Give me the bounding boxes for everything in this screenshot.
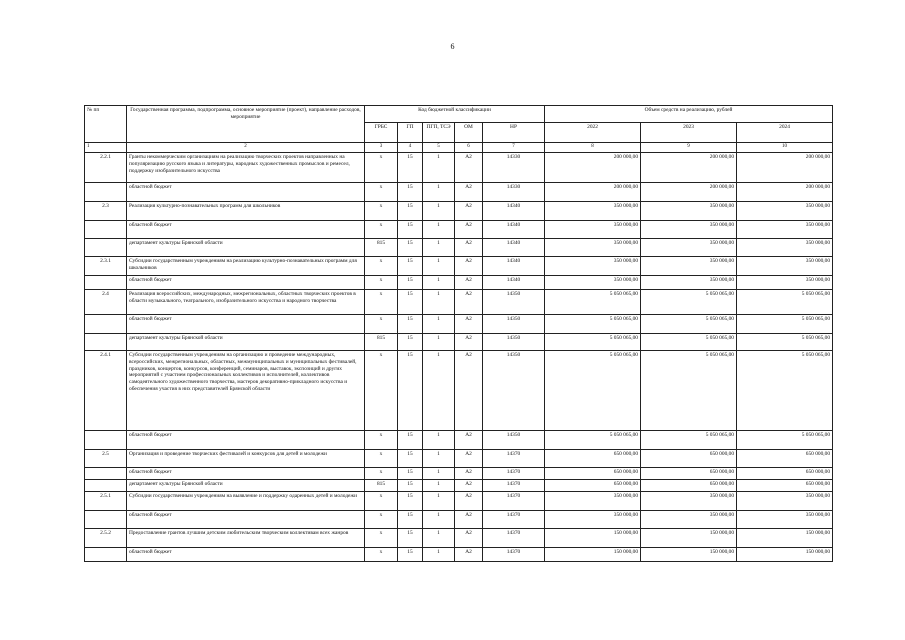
row-nr: 14340 bbox=[483, 257, 545, 276]
table-row bbox=[85, 431, 833, 450]
row-name: областной бюджет bbox=[127, 468, 365, 480]
row-number bbox=[85, 239, 127, 257]
row-amount-2022: 200 000,00 bbox=[545, 183, 641, 202]
col-number: 4 bbox=[398, 143, 423, 153]
row-nr: 14330 bbox=[483, 183, 545, 202]
table-row bbox=[85, 315, 833, 334]
row-amount-2024: 5 050 065,00 bbox=[737, 315, 833, 334]
row-grbs: х bbox=[365, 351, 398, 431]
row-amount-2022: 350 000,00 bbox=[545, 221, 641, 239]
row-gp: 15 bbox=[398, 153, 423, 183]
row-om: А2 bbox=[455, 153, 483, 183]
row-amount-2022: 650 000,00 bbox=[545, 468, 641, 480]
row-gp: 15 bbox=[398, 276, 423, 290]
row-om: А2 bbox=[455, 276, 483, 290]
row-nr: 14350 bbox=[483, 290, 545, 315]
row-name: Реализация культурно-познавательных программ для школьников bbox=[127, 202, 365, 221]
row-amount-2023: 350 000,00 bbox=[641, 239, 737, 257]
row-pgp: 1 bbox=[423, 431, 455, 450]
table-body bbox=[85, 153, 833, 562]
header-2023: 2023 bbox=[641, 123, 737, 143]
row-amount-2024: 650 000,00 bbox=[737, 480, 833, 492]
row-gp: 15 bbox=[398, 239, 423, 257]
row-amount-2023: 350 000,00 bbox=[641, 492, 737, 511]
row-name: департамент культуры Брянской области bbox=[127, 334, 365, 351]
row-om: А2 bbox=[455, 290, 483, 315]
row-amount-2023: 5 050 065,00 bbox=[641, 315, 737, 334]
table-row bbox=[85, 153, 833, 183]
row-amount-2022: 350 000,00 bbox=[545, 257, 641, 276]
row-grbs: 815 bbox=[365, 480, 398, 492]
table-row bbox=[85, 239, 833, 257]
row-amount-2023: 5 050 065,00 bbox=[641, 334, 737, 351]
row-nr: 14340 bbox=[483, 239, 545, 257]
col-number: 5 bbox=[423, 143, 455, 153]
row-om: А2 bbox=[455, 529, 483, 548]
row-amount-2024: 350 000,00 bbox=[737, 276, 833, 290]
row-nr: 14370 bbox=[483, 450, 545, 468]
row-grbs: х bbox=[365, 183, 398, 202]
table-row bbox=[85, 202, 833, 221]
col-number: 10 bbox=[737, 143, 833, 153]
table-row bbox=[85, 468, 833, 480]
row-number: 2.4.1 bbox=[85, 351, 127, 431]
row-amount-2023: 650 000,00 bbox=[641, 480, 737, 492]
row-grbs: 815 bbox=[365, 334, 398, 351]
col-number: 2 bbox=[127, 143, 365, 153]
table-row bbox=[85, 221, 833, 239]
row-gp: 15 bbox=[398, 492, 423, 511]
row-name: областной бюджет bbox=[127, 276, 365, 290]
row-grbs: х bbox=[365, 221, 398, 239]
header-program: Государственная программа, подпрограмма, основное мероприятие (проект), направление расходов, мероприятие bbox=[127, 106, 365, 143]
row-amount-2023: 5 050 065,00 bbox=[641, 431, 737, 450]
col-number: 3 bbox=[365, 143, 398, 153]
row-nr: 14370 bbox=[483, 492, 545, 511]
row-gp: 15 bbox=[398, 480, 423, 492]
row-amount-2023: 350 000,00 bbox=[641, 257, 737, 276]
table-row bbox=[85, 183, 833, 202]
row-amount-2022: 5 050 065,00 bbox=[545, 351, 641, 431]
row-gp: 15 bbox=[398, 529, 423, 548]
row-amount-2022: 200 000,00 bbox=[545, 153, 641, 183]
row-grbs: х bbox=[365, 202, 398, 221]
row-amount-2024: 350 000,00 bbox=[737, 511, 833, 529]
table-row bbox=[85, 548, 833, 562]
row-number: 2.5.2 bbox=[85, 529, 127, 548]
row-om: А2 bbox=[455, 315, 483, 334]
row-gp: 15 bbox=[398, 202, 423, 221]
row-amount-2022: 350 000,00 bbox=[545, 276, 641, 290]
row-pgp: 1 bbox=[423, 221, 455, 239]
row-name: Субсидии государственным учреждениям на организацию и проведение международных, всероссийских, межрегиональных, областных, межмуниципальных и муниципальных фестивалей, праздников, концертов, конкурсов, конференций, семинаров, выставок, экспозиций и других мероприятий с участием профессиональных коллективов и исполнителей, коллективов самодеятельного художественного творчества, мастеров декоративно-прикладного искусства и обеспечения участия в них представителей Брянской области bbox=[127, 351, 365, 431]
row-grbs: х bbox=[365, 153, 398, 183]
header-grbs: ГРБС bbox=[365, 123, 398, 143]
row-nr: 14350 bbox=[483, 431, 545, 450]
row-amount-2022: 5 050 065,00 bbox=[545, 290, 641, 315]
row-pgp: 1 bbox=[423, 239, 455, 257]
row-grbs: х bbox=[365, 450, 398, 468]
column-number-row bbox=[85, 143, 833, 153]
row-amount-2022: 350 000,00 bbox=[545, 492, 641, 511]
row-pgp: 1 bbox=[423, 257, 455, 276]
row-grbs: х bbox=[365, 315, 398, 334]
row-gp: 15 bbox=[398, 431, 423, 450]
row-om: А2 bbox=[455, 257, 483, 276]
row-nr: 14370 bbox=[483, 548, 545, 562]
header-gp: ГП bbox=[398, 123, 423, 143]
row-amount-2022: 350 000,00 bbox=[545, 202, 641, 221]
row-gp: 15 bbox=[398, 548, 423, 562]
row-amount-2023: 5 050 065,00 bbox=[641, 351, 737, 431]
row-grbs: х bbox=[365, 290, 398, 315]
row-amount-2024: 5 050 065,00 bbox=[737, 431, 833, 450]
row-name: областной бюджет bbox=[127, 183, 365, 202]
row-name: областной бюджет bbox=[127, 548, 365, 562]
row-amount-2022: 650 000,00 bbox=[545, 450, 641, 468]
table-row bbox=[85, 511, 833, 529]
row-amount-2024: 5 050 065,00 bbox=[737, 290, 833, 315]
header-nr: НР bbox=[483, 123, 545, 143]
row-amount-2022: 5 050 065,00 bbox=[545, 431, 641, 450]
row-number bbox=[85, 183, 127, 202]
row-grbs: х bbox=[365, 431, 398, 450]
row-amount-2024: 350 000,00 bbox=[737, 221, 833, 239]
row-nr: 14340 bbox=[483, 221, 545, 239]
row-pgp: 1 bbox=[423, 548, 455, 562]
row-number bbox=[85, 431, 127, 450]
row-amount-2024: 350 000,00 bbox=[737, 492, 833, 511]
col-number: 6 bbox=[455, 143, 483, 153]
col-number: 9 bbox=[641, 143, 737, 153]
row-number bbox=[85, 315, 127, 334]
header-om: ОМ bbox=[455, 123, 483, 143]
row-amount-2024: 350 000,00 bbox=[737, 202, 833, 221]
row-grbs: х bbox=[365, 257, 398, 276]
row-amount-2023: 150 000,00 bbox=[641, 529, 737, 548]
row-name: областной бюджет bbox=[127, 221, 365, 239]
page-number: 6 bbox=[450, 42, 455, 51]
row-number: 2.3 bbox=[85, 202, 127, 221]
row-name: областной бюджет bbox=[127, 315, 365, 334]
header-2022: 2022 bbox=[545, 123, 641, 143]
row-amount-2024: 150 000,00 bbox=[737, 529, 833, 548]
row-nr: 14350 bbox=[483, 334, 545, 351]
row-amount-2024: 200 000,00 bbox=[737, 183, 833, 202]
row-om: А2 bbox=[455, 239, 483, 257]
row-amount-2023: 200 000,00 bbox=[641, 153, 737, 183]
row-om: А2 bbox=[455, 431, 483, 450]
row-amount-2024: 5 050 065,00 bbox=[737, 351, 833, 431]
row-pgp: 1 bbox=[423, 153, 455, 183]
row-number bbox=[85, 276, 127, 290]
row-pgp: 1 bbox=[423, 334, 455, 351]
row-grbs: х bbox=[365, 511, 398, 529]
row-name: областной бюджет bbox=[127, 511, 365, 529]
row-name: Предоставление грантов лучшим детским любительским творческим коллективам всех жанров bbox=[127, 529, 365, 548]
row-amount-2023: 350 000,00 bbox=[641, 511, 737, 529]
row-name: департамент культуры Брянской области bbox=[127, 480, 365, 492]
row-amount-2023: 350 000,00 bbox=[641, 221, 737, 239]
row-om: А2 bbox=[455, 450, 483, 468]
row-nr: 14340 bbox=[483, 276, 545, 290]
row-om: А2 bbox=[455, 468, 483, 480]
row-om: А2 bbox=[455, 334, 483, 351]
row-gp: 15 bbox=[398, 468, 423, 480]
row-pgp: 1 bbox=[423, 315, 455, 334]
row-amount-2024: 200 000,00 bbox=[737, 153, 833, 183]
row-pgp: 1 bbox=[423, 183, 455, 202]
row-gp: 15 bbox=[398, 511, 423, 529]
row-nr: 14350 bbox=[483, 315, 545, 334]
row-amount-2022: 150 000,00 bbox=[545, 548, 641, 562]
row-nr: 14340 bbox=[483, 202, 545, 221]
row-amount-2022: 350 000,00 bbox=[545, 239, 641, 257]
row-pgp: 1 bbox=[423, 529, 455, 548]
row-amount-2022: 650 000,00 bbox=[545, 480, 641, 492]
row-om: А2 bbox=[455, 492, 483, 511]
header-volume-group: Объем средств на реализацию, рублей bbox=[545, 106, 833, 123]
row-grbs: х bbox=[365, 492, 398, 511]
row-pgp: 1 bbox=[423, 290, 455, 315]
row-om: А2 bbox=[455, 351, 483, 431]
header-num: № пп bbox=[85, 106, 127, 143]
row-gp: 15 bbox=[398, 334, 423, 351]
row-name: Субсидии государственным учреждениям на реализацию культурно-познавательных программ для школьников bbox=[127, 257, 365, 276]
row-grbs: 815 bbox=[365, 239, 398, 257]
row-pgp: 1 bbox=[423, 480, 455, 492]
table-row bbox=[85, 276, 833, 290]
table-row bbox=[85, 492, 833, 511]
table-row bbox=[85, 480, 833, 492]
header-code-group: Код бюджетной классификации bbox=[365, 106, 545, 123]
row-number bbox=[85, 468, 127, 480]
header-pgp: ПГП, ТСЭ bbox=[423, 123, 455, 143]
row-name: Реализация всероссийских, международных, межрегиональных, областных творческих проектов в области музыкального, театрального, изобразительного искусства и народного творчества bbox=[127, 290, 365, 315]
row-om: А2 bbox=[455, 183, 483, 202]
row-amount-2022: 150 000,00 bbox=[545, 529, 641, 548]
row-pgp: 1 bbox=[423, 492, 455, 511]
table-row bbox=[85, 351, 833, 431]
row-amount-2024: 650 000,00 bbox=[737, 468, 833, 480]
row-number: 2.4 bbox=[85, 290, 127, 315]
row-amount-2023: 350 000,00 bbox=[641, 202, 737, 221]
row-gp: 15 bbox=[398, 257, 423, 276]
budget-table bbox=[84, 105, 833, 562]
row-gp: 15 bbox=[398, 183, 423, 202]
row-number bbox=[85, 511, 127, 529]
row-om: А2 bbox=[455, 202, 483, 221]
row-name: Субсидии государственным учреждениям на выявление и поддержку одаренных детей и молодежи bbox=[127, 492, 365, 511]
row-pgp: 1 bbox=[423, 450, 455, 468]
row-amount-2022: 5 050 065,00 bbox=[545, 315, 641, 334]
row-amount-2023: 200 000,00 bbox=[641, 183, 737, 202]
row-number: 2.3.1 bbox=[85, 257, 127, 276]
row-amount-2024: 5 050 065,00 bbox=[737, 334, 833, 351]
row-amount-2022: 350 000,00 bbox=[545, 511, 641, 529]
row-nr: 14370 bbox=[483, 468, 545, 480]
row-pgp: 1 bbox=[423, 276, 455, 290]
row-number: 2.2.1 bbox=[85, 153, 127, 183]
table-row bbox=[85, 450, 833, 468]
row-amount-2024: 650 000,00 bbox=[737, 450, 833, 468]
row-om: А2 bbox=[455, 548, 483, 562]
row-gp: 15 bbox=[398, 290, 423, 315]
row-number bbox=[85, 480, 127, 492]
col-number: 8 bbox=[545, 143, 641, 153]
row-amount-2023: 150 000,00 bbox=[641, 548, 737, 562]
row-name: департамент культуры Брянской области bbox=[127, 239, 365, 257]
row-number bbox=[85, 548, 127, 562]
row-name: Организация и проведение творческих фестивалей и конкурсов для детей и молодежи bbox=[127, 450, 365, 468]
row-nr: 14330 bbox=[483, 153, 545, 183]
row-grbs: х bbox=[365, 529, 398, 548]
row-amount-2023: 5 050 065,00 bbox=[641, 290, 737, 315]
row-om: А2 bbox=[455, 480, 483, 492]
row-gp: 15 bbox=[398, 221, 423, 239]
row-pgp: 1 bbox=[423, 202, 455, 221]
row-amount-2023: 350 000,00 bbox=[641, 276, 737, 290]
row-nr: 14370 bbox=[483, 529, 545, 548]
row-amount-2024: 350 000,00 bbox=[737, 239, 833, 257]
table-row bbox=[85, 257, 833, 276]
table-row bbox=[85, 334, 833, 351]
row-number: 2.5.1 bbox=[85, 492, 127, 511]
row-amount-2022: 5 050 065,00 bbox=[545, 334, 641, 351]
row-nr: 14370 bbox=[483, 511, 545, 529]
table-row bbox=[85, 529, 833, 548]
col-number: 1 bbox=[85, 143, 127, 153]
row-amount-2024: 150 000,00 bbox=[737, 548, 833, 562]
row-grbs: х bbox=[365, 468, 398, 480]
header-2024: 2024 bbox=[737, 123, 833, 143]
row-pgp: 1 bbox=[423, 511, 455, 529]
row-gp: 15 bbox=[398, 450, 423, 468]
row-gp: 15 bbox=[398, 351, 423, 431]
row-nr: 14350 bbox=[483, 351, 545, 431]
row-gp: 15 bbox=[398, 315, 423, 334]
row-pgp: 1 bbox=[423, 468, 455, 480]
row-number bbox=[85, 334, 127, 351]
table-row bbox=[85, 290, 833, 315]
row-number: 2.5 bbox=[85, 450, 127, 468]
row-om: А2 bbox=[455, 511, 483, 529]
row-grbs: х bbox=[365, 548, 398, 562]
row-amount-2023: 650 000,00 bbox=[641, 450, 737, 468]
row-pgp: 1 bbox=[423, 351, 455, 431]
row-om: А2 bbox=[455, 221, 483, 239]
row-name: Гранты некоммерческим организациям на реализацию творческих проектов направленных на популяризацию русского языка и литературы, народных художественных промыслов и ремесел, поддержку изобразительного искусства bbox=[127, 153, 365, 183]
col-number: 7 bbox=[483, 143, 545, 153]
row-number bbox=[85, 221, 127, 239]
row-grbs: х bbox=[365, 276, 398, 290]
row-amount-2024: 350 000,00 bbox=[737, 257, 833, 276]
header-row-1 bbox=[85, 106, 833, 123]
row-name: областной бюджет bbox=[127, 431, 365, 450]
row-amount-2023: 650 000,00 bbox=[641, 468, 737, 480]
row-nr: 14370 bbox=[483, 480, 545, 492]
